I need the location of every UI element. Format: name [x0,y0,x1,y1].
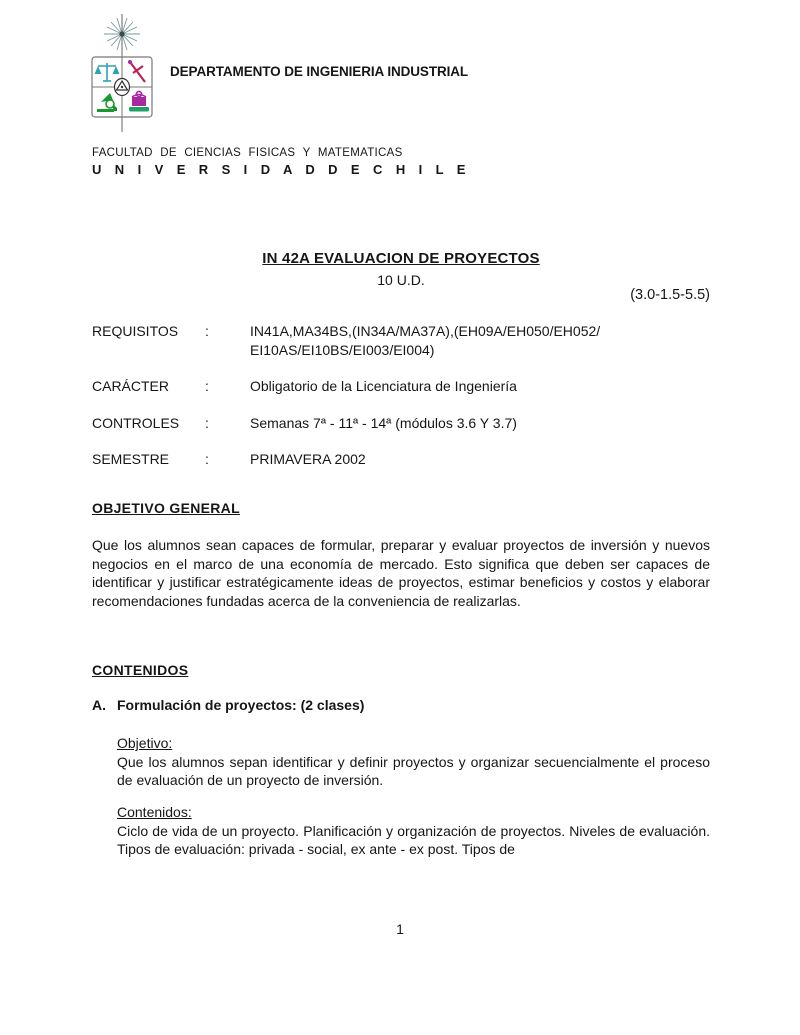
detail-value-line: EI10AS/EI10BS/EI003/EI004) [250,341,435,358]
faculty-name: FACULTAD DE CIENCIAS FISICAS Y MATEMATICAS [92,147,403,159]
detail-row-requisitos [92,322,710,359]
detail-label: CARÁCTER [92,378,170,394]
detail-value [250,322,710,359]
section-a-objetivo-label: Objetivo: [117,735,173,751]
course-title-block [92,250,710,288]
detail-row-caracter [92,377,710,396]
detail-value-line: IN41A,MA34BS,(IN34A/MA37A),(EH09A/EH050/EH052/ [250,323,601,339]
detail-label: SEMESTRE [92,451,170,467]
detail-label: CONTROLES [92,414,180,431]
course-credits: (3.0-1.5-5.5) [630,287,710,303]
section-a-title: Formulación de proyectos: (2 clases) [117,697,365,713]
section-a-contenidos-text: Ciclo de vida de un proyecto. Planificación y organización de proyectos. Niveles de evaluación. Tipos de evaluación: privada - social, ex ante - ex post. Tipos de [117,822,710,858]
objetivo-general-paragraph: Que los alumnos sean capaces de formular, preparar y evaluar proyectos de inversión y nuevos negocios en el marco de una economía de mercado. Esto significa que deben ser capaces de identificar y justificar estratégicamente ideas de proyectos, estimar beneficios y costos y elaborar recomendaciones fundadas acerca de la conveniencia de realizarlas. [92,537,710,609]
detail-value: Obligatorio de la Licenciatura de Ingeniería [250,378,517,394]
university-crest-icon [84,12,176,136]
contenidos-heading: CONTENIDOS [92,662,189,678]
detail-row-controles [92,414,710,433]
detail-label: REQUISITOS [92,323,179,339]
section-a-letter: A. [92,697,106,713]
detail-value: Semanas 7ª - 11ª - 14ª (módulos 3.6 Y 3.7) [250,414,517,431]
section-a-heading [92,697,364,713]
course-units: 10 U.D. [377,272,425,288]
section-a-objetivo-block [117,734,710,790]
page-number: 1 [396,921,404,937]
objetivo-general-heading: OBJETIVO GENERAL [92,500,240,516]
detail-value: PRIMAVERA 2002 [250,451,366,467]
detail-colon: : [205,323,209,339]
section-a-contenidos-block [117,803,710,859]
university-name: U N I V E R S I D A D D E C H I L E [92,162,468,177]
section-a-contenidos-label: Contenidos: [117,804,192,820]
course-title: IN 42A EVALUACION DE PROYECTOS [262,250,540,267]
detail-colon: : [205,378,209,394]
course-details [92,322,710,487]
detail-row-semestre [92,450,710,469]
section-a-objetivo-text: Que los alumnos sepan identificar y definir proyectos y organizar secuencialmente el proceso de evaluación de un proyecto de inversión. [117,753,710,789]
detail-colon: : [205,451,209,467]
detail-colon: : [205,414,209,431]
department-title: DEPARTAMENTO DE INGENIERIA INDUSTRIAL [170,64,469,79]
